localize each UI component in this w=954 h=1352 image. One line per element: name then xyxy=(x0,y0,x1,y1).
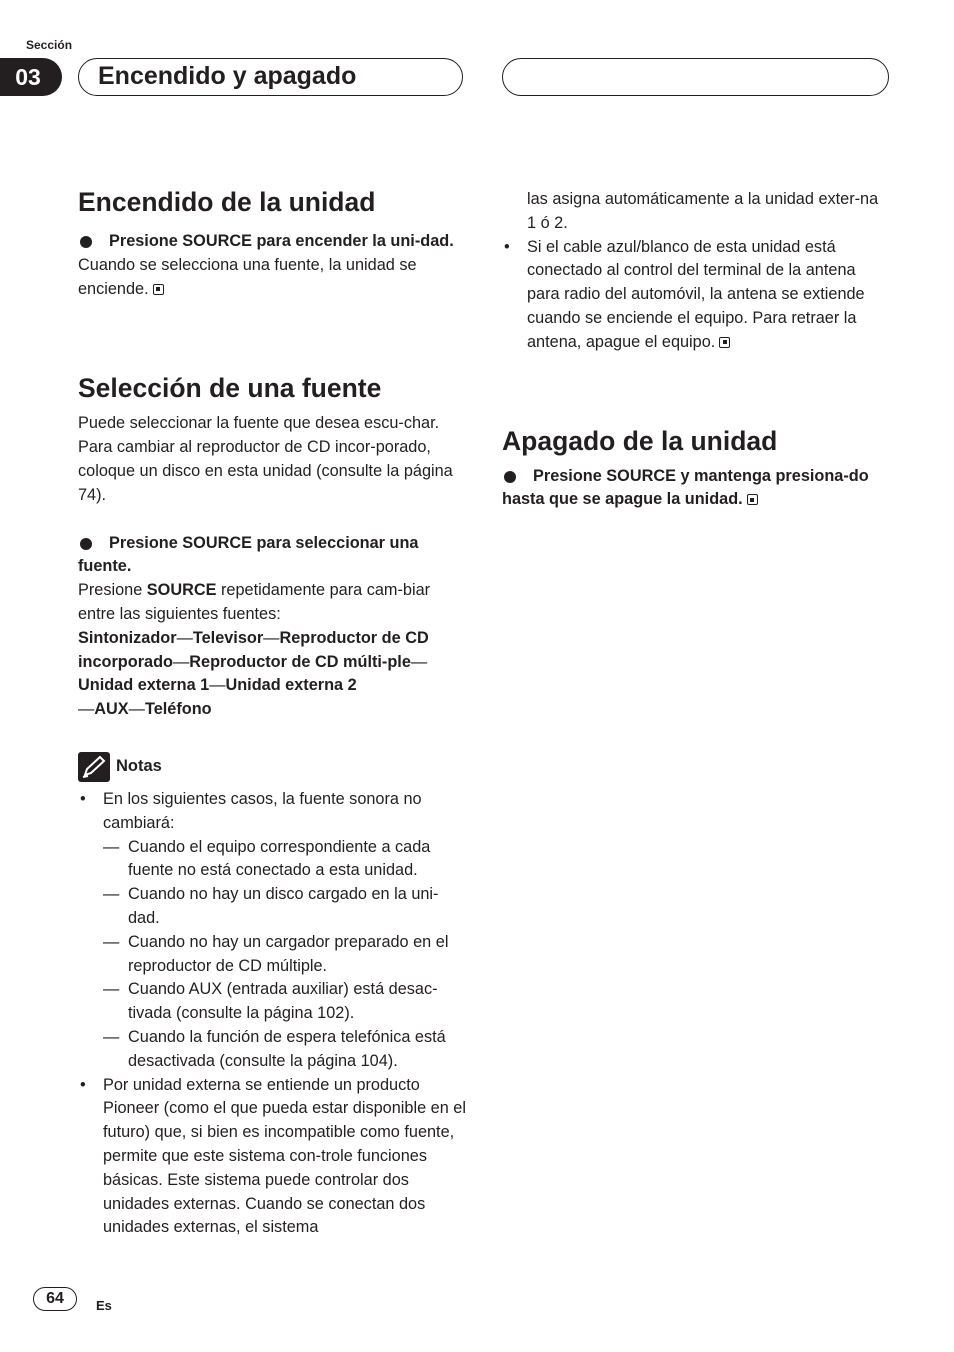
end-mark-icon xyxy=(719,337,730,348)
list-item: — Cuando el equipo correspondiente a cada fuente no está conectado a esta unidad. xyxy=(103,836,468,884)
sub-list xyxy=(103,836,468,1074)
list-item: • Si el cable azul/blanco de esta unidad está conectado al control del terminal de la antena para radio del automóvil, la antena se extiende cuando se enciende el equipo. Para retraer la antena, apague el equipo. xyxy=(502,236,890,355)
list-item: • Por unidad externa se entiende un producto Pioneer (como el que pueda estar disponible en el futuro) que, si bien es incompatible como fuente, permite que este sistema con-trole funciones básicas. Este sistema puede controlar dos unidades externas. Cuando se conectan dos unidades externas, el sistema xyxy=(78,1074,468,1241)
bullet-dot xyxy=(80,236,92,248)
bullet-dot xyxy=(504,471,516,483)
bullet-dot xyxy=(80,538,92,550)
list-item: — Cuando no hay un cargador preparado en el reproductor de CD múltiple. xyxy=(103,931,468,979)
list-item-continuation: las asigna automáticamente a la unidad exter-na 1 ó 2. xyxy=(527,190,879,232)
right-column xyxy=(502,188,890,512)
desc-seleccion: Presione SOURCE repetidamente para cam-biar entre las siguientes fuentes: xyxy=(78,581,431,623)
list-item: — Cuando la función de espera telefónica está desactivada (consulte la página 104). xyxy=(103,1026,468,1074)
end-mark-icon xyxy=(747,494,758,505)
section-empty-frame xyxy=(502,58,889,96)
heading-seleccion: Selección de una fuente xyxy=(78,373,382,404)
language-code: Es xyxy=(96,1298,112,1313)
notes-header xyxy=(78,750,468,784)
heading-apagado: Apagado de la unidad xyxy=(502,425,778,456)
section-title: Encendido y apagado xyxy=(98,62,357,90)
list-item: • En los siguientes casos, la fuente sonora no cambiará: — Cuando el equipo correspondiente a cada fuente no está conectado a esta unidad. — Cuando no hay un disco cargado en la uni-dad. — Cuando no hay un cargador preparado en el reproductor de CD múltiple. — Cuando AUX (entrada auxiliar) está desac-tivada (consulte la página 102). — Cuando la función de espera telefónica está desactivada (consulte la página 104). xyxy=(78,788,468,1074)
pencil-icon xyxy=(78,752,110,782)
step-encendido: Presione SOURCE para encender la uni-dad. xyxy=(78,230,468,254)
list-item: — Cuando AUX (entrada auxiliar) está desac-tivada (consulte la página 102). xyxy=(103,978,468,1026)
left-column xyxy=(78,186,468,1240)
page-number: 64 xyxy=(33,1287,77,1311)
notes-list-continued xyxy=(502,188,890,355)
notes-list xyxy=(78,788,468,1240)
source-sequence: Sintonizador—Televisor—Reproductor de CD incorporado—Reproductor de CD múlti-ple—Unidad externa 1—Unidad externa 2 —AUX—Teléfono xyxy=(78,628,429,719)
step-seleccion: Presione SOURCE para seleccionar una fuente. xyxy=(78,533,419,576)
notes-label: Notas xyxy=(116,756,162,775)
step-apagado: Presione SOURCE y mantenga presiona-do hasta que se apague la unidad. xyxy=(502,466,869,509)
list-item: — Cuando no hay un disco cargado en la uni-dad. xyxy=(103,883,468,931)
end-mark-icon xyxy=(153,284,164,295)
section-label: Sección xyxy=(26,38,73,52)
heading-encendido: Encendido de la unidad xyxy=(78,187,376,217)
intro-seleccion: Puede seleccionar la fuente que desea escu-char. Para cambiar al reproductor de CD incor-porado, coloque un disco en esta unidad (consulte la página 74). xyxy=(78,414,453,504)
section-number-badge: 03 xyxy=(0,58,62,96)
desc-encendido: Cuando se selecciona una fuente, la unidad se enciende. xyxy=(78,255,417,298)
